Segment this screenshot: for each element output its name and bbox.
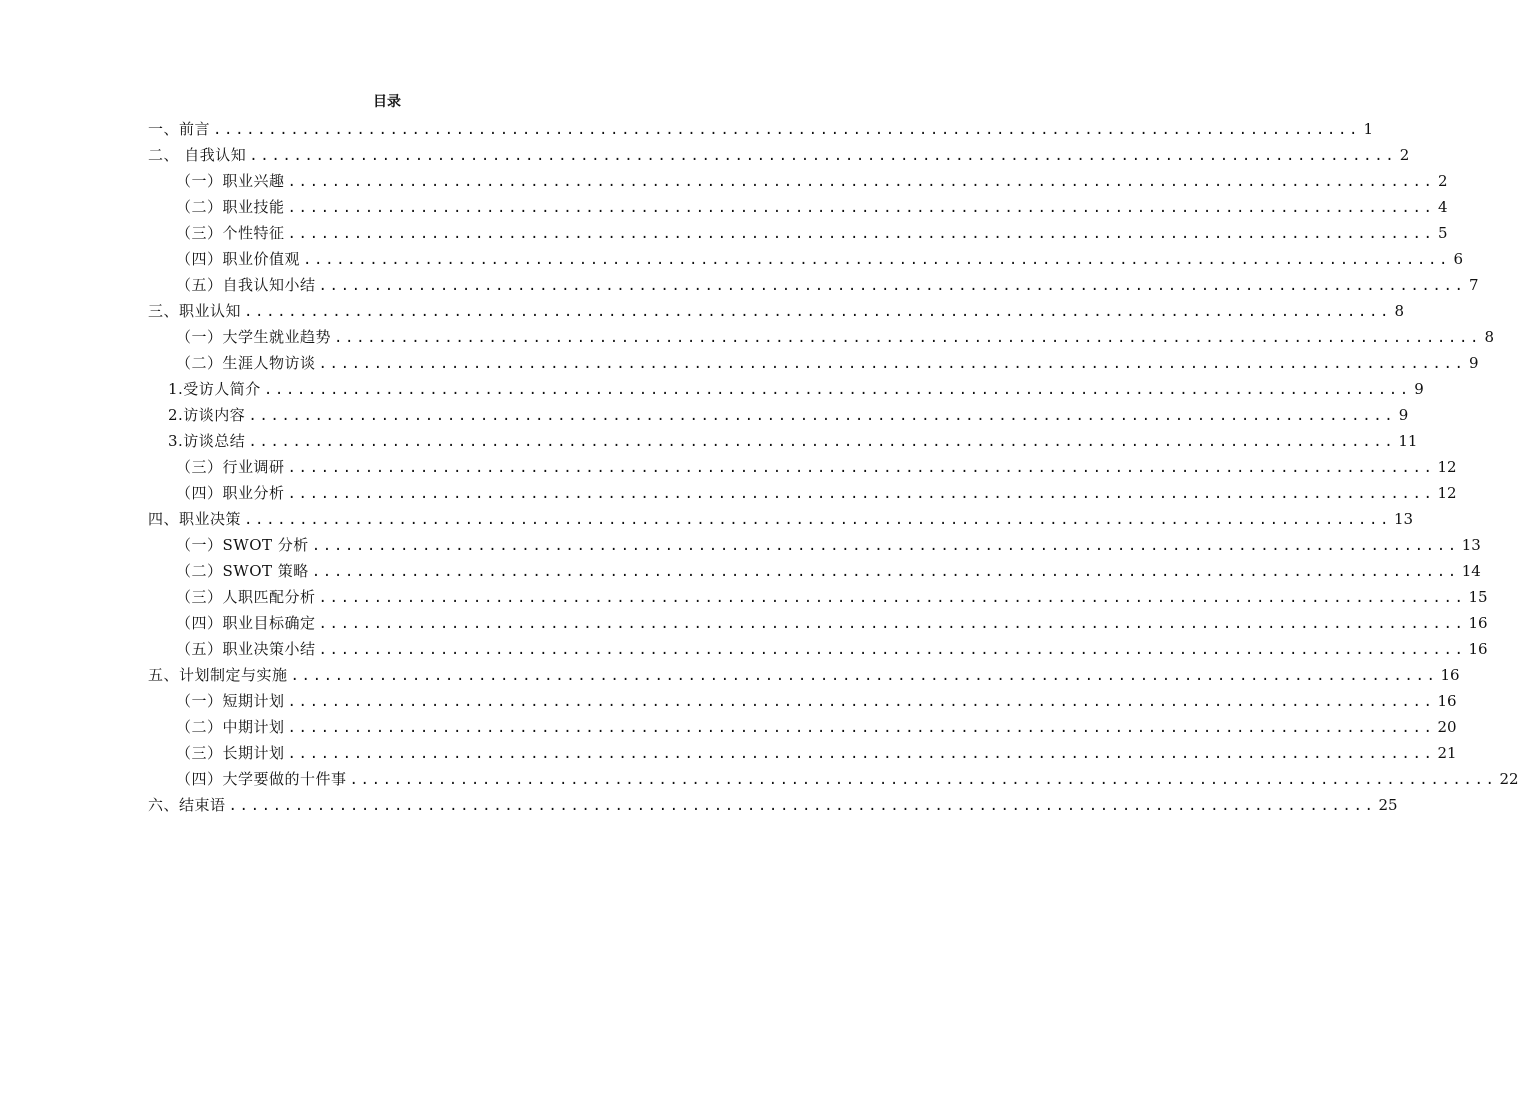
toc-page-number: 13 [1394,510,1414,528]
toc-dot-leader: ........................................................................................................ [287,746,1435,762]
toc-entry-label: 2.访谈内容 [168,406,246,424]
toc-entry-label: （四）大学要做的十件事 [176,770,347,788]
toc-dot-leader: ........................................................................................................ [213,122,1361,138]
toc-page-number: 8 [1484,328,1495,346]
toc-entry [148,402,1409,428]
toc-page-number: 2 [1437,172,1448,190]
toc-entry [148,116,1374,142]
toc-page-number: 15 [1468,588,1488,606]
toc-dot-leader: ........................................................................................................ [349,772,1497,788]
toc-dot-leader: ........................................................................................................ [303,252,1451,268]
toc-entry-label: （二）SWOT 策略 [176,562,309,580]
toc-page-number: 7 [1468,276,1479,294]
toc-entry [148,272,1479,298]
toc-dot-leader: ........................................................................................................ [334,330,1482,346]
toc-entry [148,376,1424,402]
toc-entry-label: （一）SWOT 分析 [176,536,309,554]
toc-list [148,116,1519,818]
toc-entry-label: （三）长期计划 [176,744,285,762]
toc-page-number: 4 [1437,198,1448,216]
toc-page-number: 6 [1453,250,1464,268]
toc-entry [148,454,1457,480]
toc-page-number: 21 [1437,744,1457,762]
toc-entry [148,740,1457,766]
toc-entry [148,532,1481,558]
toc-dot-leader: ........................................................................................................ [263,382,1411,398]
toc-entry [148,428,1418,454]
toc-entry-label: 四、职业决策 [148,510,242,528]
toc-dot-leader: ........................................................................................................ [287,200,1435,216]
toc-title: 目录 [373,94,401,110]
toc-entry-label: 三、职业认知 [148,302,242,320]
toc-entry [148,558,1481,584]
toc-entry [148,350,1479,376]
toc-page-number: 14 [1461,562,1481,580]
toc-entry [148,298,1405,324]
toc-entry-label: （一）职业兴趣 [176,172,285,190]
toc-entry-label: （二）职业技能 [176,198,285,216]
toc-dot-leader: ........................................................................................................ [290,668,1438,684]
toc-entry-label: 1.受访人简介 [168,380,261,398]
toc-entry-label: （一）大学生就业趋势 [176,328,332,346]
toc-dot-leader: ........................................................................................................ [318,642,1466,658]
toc-entry [148,324,1495,350]
toc-dot-leader: ........................................................................................................ [287,486,1435,502]
toc-dot-leader: ........................................................................................................ [318,590,1466,606]
toc-page-number: 1 [1363,120,1374,138]
toc-page-number: 16 [1468,640,1488,658]
toc-entry-label: 六、结束语 [148,796,226,814]
toc-page-number: 9 [1468,354,1479,372]
toc-dot-leader: ........................................................................................................ [287,720,1435,736]
toc-entry-label: （五）自我认知小结 [176,276,316,294]
toc-dot-leader: ........................................................................................................ [287,460,1435,476]
toc-entry [148,636,1488,662]
toc-page-number: 16 [1468,614,1488,632]
toc-page-number: 20 [1437,718,1457,736]
toc-entry [148,246,1464,272]
toc-page-number: 16 [1437,692,1457,710]
toc-entry-label: 3.访谈总结 [168,432,246,450]
toc-dot-leader: ........................................................................................................ [287,226,1435,242]
toc-page-number: 22 [1499,770,1519,788]
toc-dot-leader: ........................................................................................................ [318,278,1466,294]
toc-entry [148,714,1457,740]
toc-entry-label: （四）职业目标确定 [176,614,316,632]
toc-entry-label: （三）人职匹配分析 [176,588,316,606]
toc-page-number: 25 [1378,796,1398,814]
toc-entry-label: （五）职业决策小结 [176,640,316,658]
toc-dot-leader: ........................................................................................................ [248,408,1396,424]
toc-dot-leader: ........................................................................................................ [318,356,1466,372]
toc-entry [148,662,1460,688]
toc-dot-leader: ........................................................................................................ [249,148,1397,164]
toc-dot-leader: ........................................................................................................ [311,538,1459,554]
toc-page-number: 9 [1414,380,1424,398]
toc-dot-leader: ........................................................................................................ [228,798,1376,814]
toc-entry [148,480,1457,506]
toc-page-number: 12 [1437,458,1457,476]
toc-entry [148,688,1457,714]
toc-page-number: 13 [1461,536,1481,554]
toc-page-number: 12 [1437,484,1457,502]
toc-entry-label: （四）职业价值观 [176,250,301,268]
toc-dot-leader: ........................................................................................................ [287,694,1435,710]
toc-dot-leader: ........................................................................................................ [287,174,1435,190]
toc-page-number: 8 [1394,302,1405,320]
toc-page-number: 5 [1437,224,1448,242]
toc-entry [148,220,1448,246]
toc-entry [148,792,1398,818]
toc-dot-leader: ........................................................................................................ [318,616,1466,632]
toc-entry-label: 五、计划制定与实施 [148,666,288,684]
toc-entry-label: 一、前言 [148,120,211,138]
toc-entry-label: （三）个性特征 [176,224,285,242]
toc-entry-label: （二）中期计划 [176,718,285,736]
toc-entry [148,766,1519,792]
toc-dot-leader: ........................................................................................................ [248,434,1396,450]
toc-entry-label: （三）行业调研 [176,458,285,476]
toc-dot-leader: ........................................................................................................ [311,564,1459,580]
toc-page-number: 11 [1398,432,1418,450]
toc-page-number: 16 [1440,666,1460,684]
toc-entry [148,142,1410,168]
toc-entry [148,168,1448,194]
toc-entry-label: 二、 自我认知 [148,146,247,164]
toc-page-number: 9 [1398,406,1409,424]
toc-dot-leader: ........................................................................................................ [244,304,1392,320]
toc-entry [148,584,1488,610]
toc-entry-label: （二）生涯人物访谈 [176,354,316,372]
toc-entry [148,506,1414,532]
toc-dot-leader: ........................................................................................................ [244,512,1392,528]
toc-entry [148,610,1488,636]
toc-page-number: 2 [1399,146,1410,164]
toc-entry-label: （四）职业分析 [176,484,285,502]
toc-entry [148,194,1448,220]
toc-entry-label: （一）短期计划 [176,692,285,710]
